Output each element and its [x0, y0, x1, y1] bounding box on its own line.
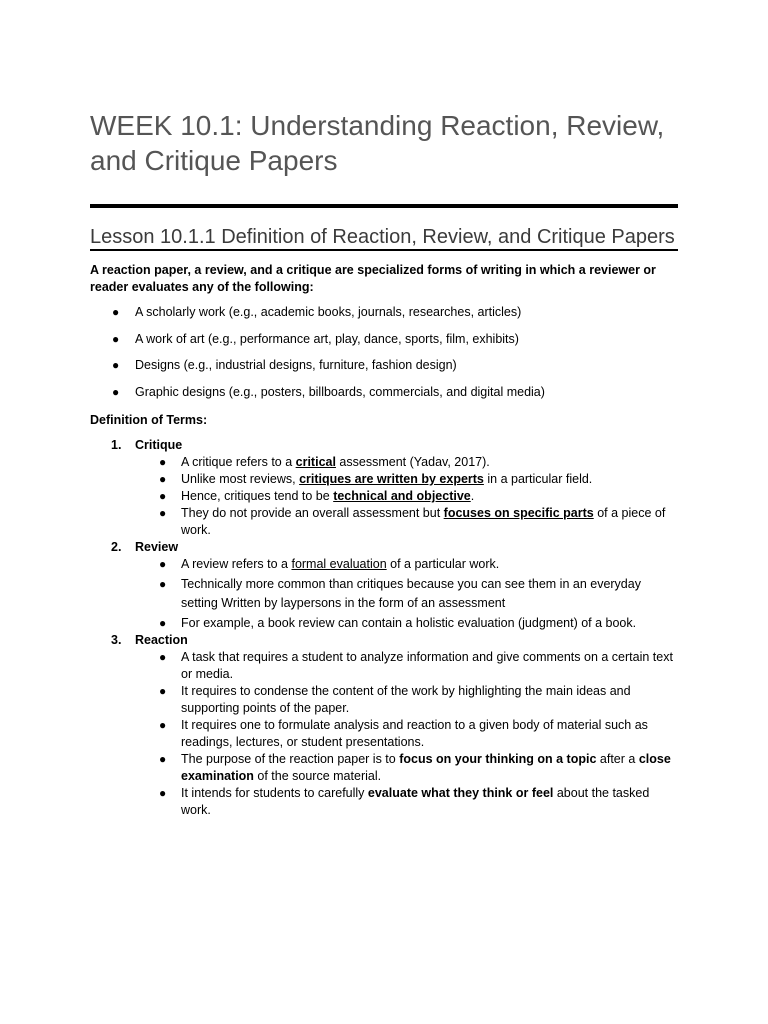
bullet-icon: ●: [159, 489, 167, 503]
list-item-text: It requires to condense the content of the work by highlighting the main ideas and supporting points of the paper.: [181, 684, 631, 715]
list-item-text: A work of art (e.g., performance art, play, dance, sports, film, exhibits): [135, 331, 519, 346]
emphasis-text: critical: [295, 455, 336, 469]
text-run: It intends for students to carefully: [181, 786, 368, 800]
emphasis-text: technical and objective: [333, 489, 471, 503]
text-run: assessment (Yadav, 2017).: [335, 455, 490, 469]
text-run: They do not provide an overall assessment but: [181, 506, 444, 520]
list-item: [90, 383, 678, 410]
list-item: [135, 683, 680, 717]
list-item: [135, 615, 680, 632]
emphasis-text: critiques are written by experts: [299, 472, 484, 486]
bullet-icon: ●: [112, 384, 120, 399]
bullet-icon: ●: [159, 684, 167, 698]
review-points: [135, 556, 680, 632]
bullet-icon: ●: [159, 786, 167, 800]
bullet-icon: ●: [112, 305, 120, 319]
list-item: [135, 488, 680, 505]
definition-of-terms-list: [90, 437, 680, 819]
bullet-icon: ●: [159, 455, 167, 469]
term-reaction: [90, 632, 680, 819]
list-item: [90, 356, 678, 383]
list-item-text: For example, a book review can contain a holistic evaluation (judgment) of a book.: [181, 616, 637, 630]
text-run: Unlike most reviews,: [181, 472, 300, 486]
title-divider: [90, 204, 678, 208]
evaluated-works-list: [90, 303, 678, 409]
reaction-points: [135, 649, 680, 819]
list-item: [135, 575, 680, 613]
list-item: [135, 717, 680, 751]
list-item-text: Designs (e.g., industrial designs, furniture, fashion design): [135, 358, 457, 372]
text-run: of a piece of work.: [181, 506, 666, 537]
text-run: The purpose of the reaction paper is to: [181, 752, 400, 766]
list-item-text: A scholarly work (e.g., academic books, journals, researches, articles): [135, 305, 522, 319]
bullet-icon: ●: [112, 331, 120, 346]
term-number: 3.: [111, 633, 122, 647]
page-title: WEEK 10.1: Understanding Reaction, Review, and Critique Papers: [90, 110, 665, 176]
term-critique: [90, 437, 680, 539]
bullet-icon: ●: [159, 616, 167, 630]
list-item: [135, 649, 680, 683]
list-item: [135, 751, 680, 785]
intro-paragraph: A reaction paper, a review, and a critique are specialized forms of writing in which a reviewer or reader evaluates any of the following:: [90, 263, 656, 294]
list-item: [135, 505, 680, 539]
emphasis-text: focuses on specific parts: [443, 506, 594, 520]
text-run: about the tasked work.: [181, 786, 650, 817]
text-run: Hence, critiques tend to be: [181, 489, 334, 503]
list-item: [90, 330, 678, 357]
emphasis-text: evaluate what they think or feel: [367, 786, 554, 800]
critique-points: [135, 454, 680, 539]
text-run: after a: [596, 752, 639, 766]
list-item-text: Graphic designs (e.g., posters, billboards, commercials, and digital media): [135, 384, 545, 399]
lesson-divider: [90, 249, 678, 251]
term-number: 2.: [111, 540, 122, 554]
text-run: .: [470, 489, 475, 503]
bullet-icon: ●: [159, 718, 167, 732]
term-number: 1.: [111, 438, 122, 452]
bullet-icon: ●: [159, 752, 167, 766]
list-item: [135, 785, 680, 819]
emphasis-text: close examination: [181, 752, 671, 783]
text-run: in a particular field.: [483, 472, 593, 486]
emphasis-text: formal evaluation: [291, 557, 387, 571]
bullet-icon: ●: [159, 577, 167, 591]
text-run: A critique refers to a: [181, 455, 296, 469]
term-review: [90, 539, 680, 632]
bullet-icon: ●: [112, 358, 120, 372]
text-run: A review refers to a: [181, 557, 292, 571]
list-item: [135, 471, 680, 488]
list-item-text: Technically more common than critiques because you can see them in an everyday setting Written by laypersons in the form of an assessment: [181, 577, 641, 610]
bullet-icon: ●: [159, 506, 167, 520]
term-name: Reaction: [135, 633, 188, 647]
list-item: [90, 303, 678, 330]
list-item: [135, 454, 680, 471]
text-run: of the source material.: [253, 769, 382, 783]
term-name: Critique: [135, 438, 183, 452]
emphasis-text: focus on your thinking on a topic: [399, 752, 597, 766]
bullet-icon: ●: [159, 557, 167, 571]
terms-heading: Definition of Terms:: [90, 413, 208, 427]
bullet-icon: ●: [159, 472, 167, 486]
list-item-text: It requires one to formulate analysis and reaction to a given body of material such as readings, lectures, or student presentations.: [181, 718, 648, 749]
list-item-text: A task that requires a student to analyze information and give comments on a certain text or media.: [181, 650, 673, 681]
term-name: Review: [135, 540, 179, 554]
list-item: [135, 556, 680, 573]
lesson-heading: Lesson 10.1.1 Definition of Reaction, Review, and Critique Papers: [90, 226, 675, 248]
text-run: of a particular work.: [386, 557, 500, 571]
bullet-icon: ●: [159, 650, 167, 664]
